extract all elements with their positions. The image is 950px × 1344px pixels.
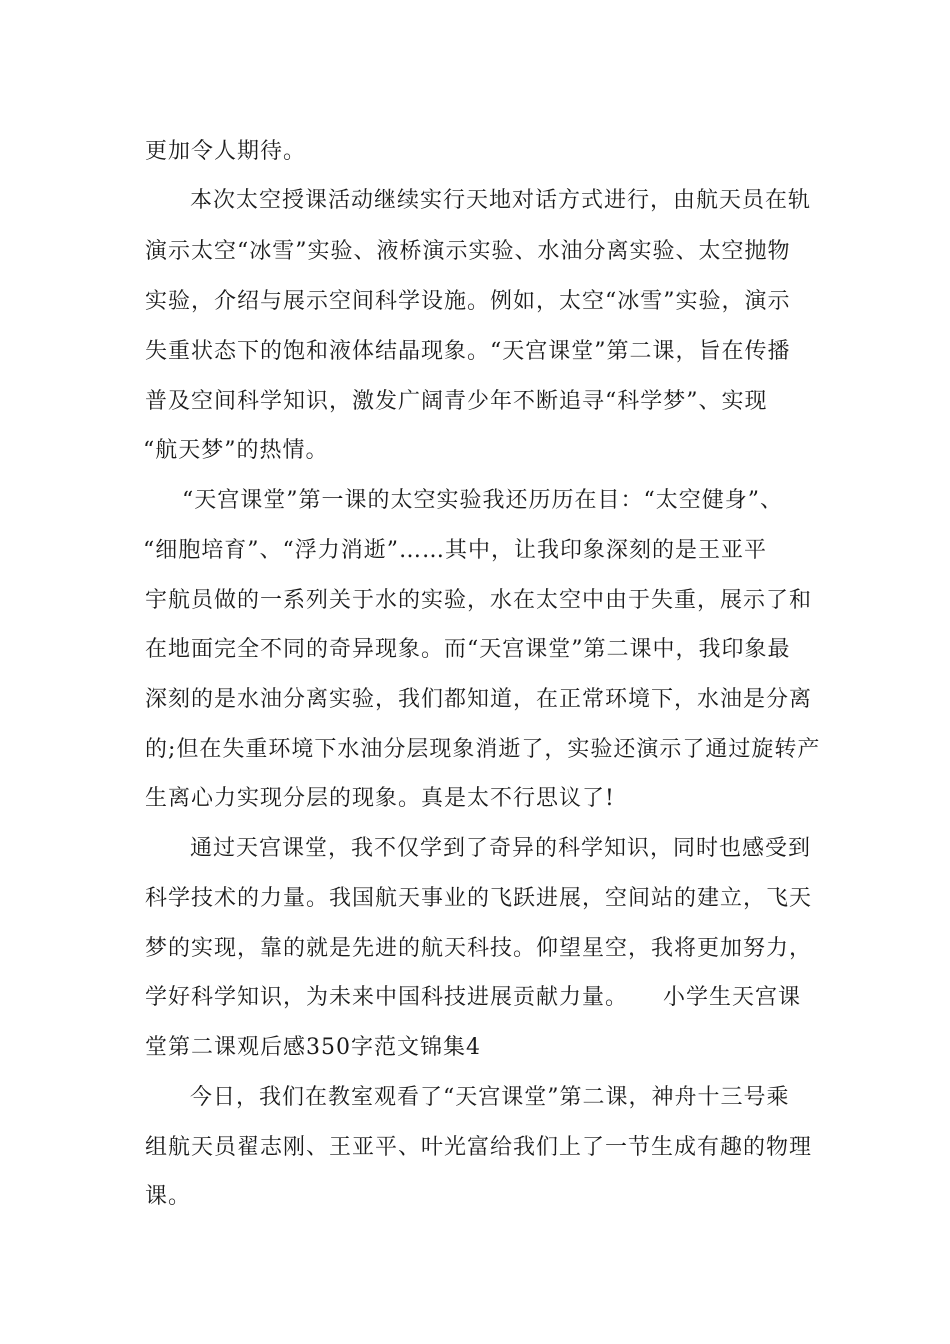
text-line: “航天梦”的热情。 [143,438,329,463]
text-line: 宇航员做的一系列关于水的实验，水在太空中由于失重，展示了和 [145,588,813,613]
text-line: 实验，介绍与展示空间科学设施。例如，太空“冰雪”实验，演示 [145,289,791,314]
text-line: 梦的实现，靠的就是先进的航天科技。仰望星空，我将更加努力， [145,936,813,961]
text-line: 在地面完全不同的奇异现象。而“天宫课堂”第二课中，我印象最 [145,637,791,662]
text-line: 通过天宫课堂，我不仅学到了奇异的科学知识，同时也感受到 [190,836,812,861]
text-line: 生离心力实现分层的现象。真是太不行思议了! [145,786,615,811]
text-line: 失重状态下的饱和液体结晶现象。“天宫课堂”第二课，旨在传播 [145,339,791,364]
text-line: 组航天员翟志刚、王亚平、叶光富给我们上了一节生成有趣的物理 [145,1135,813,1160]
text-line: “天宫课堂”第一课的太空实验我还历历在目：“太空健身”、 [182,488,783,513]
text-line: 演示太空“冰雪”实验、液桥演示实验、水油分离实验、太空抛物 [145,239,791,264]
text-line: 更加令人期待。 [145,139,307,164]
text-line: 深刻的是水油分离实验，我们都知道，在正常环境下，水油是分离 [145,687,813,712]
text-line: 堂第二课观后感350字范文锦集4 [145,1035,481,1060]
text-line: 普及空间科学知识，激发广阔青少年不断追寻“科学梦”、实现 [145,389,768,414]
text-line: 科学技术的力量。我国航天事业的飞跃进展，空间站的建立，飞天 [145,886,813,911]
text-line: 课。 [145,1184,192,1209]
text-line: 学好科学知识，为未来中国科技进展贡献力量。 小学生天宫课 [145,985,802,1010]
text-line: 本次太空授课活动继续实行天地对话方式进行，由航天员在轨 [190,188,812,213]
text-line: 的;但在失重环境下水油分层现象消逝了，实验还演示了通过旋转产 [145,737,821,762]
text-line: “细胞培育”、“浮力消逝”……其中，让我印象深刻的是王亚平 [143,538,767,563]
text-line: 今日，我们在教室观看了“天宫课堂”第二课，神舟十三号乘 [190,1085,790,1110]
